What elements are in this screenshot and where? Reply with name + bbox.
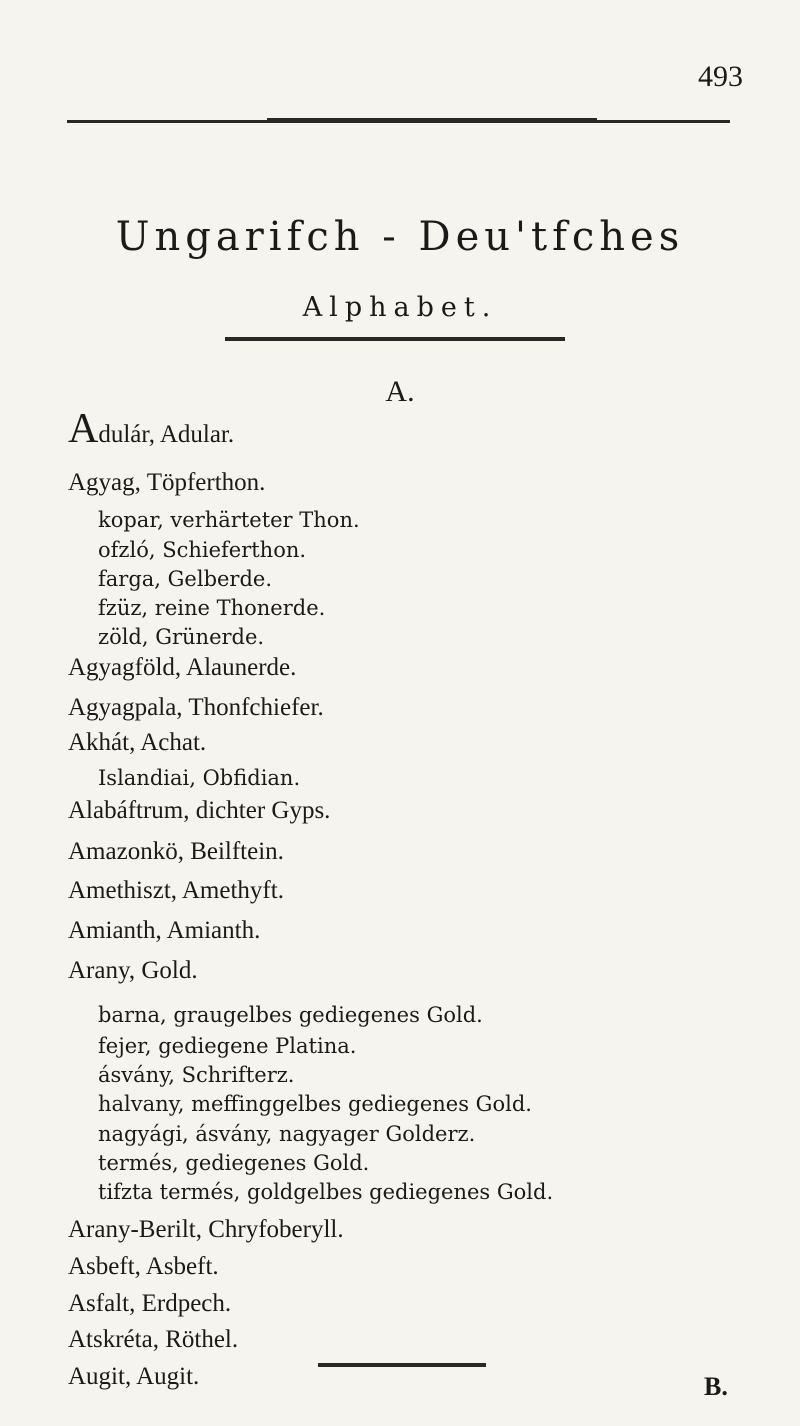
section-heading: A.: [385, 375, 415, 408]
page-title: Ungarifch - Deu'tfches: [115, 214, 685, 260]
entry-sub: fejer, gediegene Platina.: [98, 1034, 357, 1058]
entry-main: Arany-Berilt, Chryfoberyll.: [68, 1216, 344, 1243]
entry-main: Augit, Augit.: [68, 1363, 200, 1390]
catchword: B.: [704, 1372, 728, 1401]
entry-main: Agyagföld, Alaunerde.: [68, 654, 297, 681]
entry-main: [68, 408, 234, 450]
entry-text: dulár, Adular.: [98, 421, 235, 448]
entry-sub: halvany, meffinggelbes gediegenes Gold.: [98, 1092, 532, 1116]
entry-main: Atskréta, Röthel.: [68, 1326, 239, 1353]
entry-sub: termés, gediegenes Gold.: [98, 1151, 370, 1175]
top-rule: [67, 120, 730, 123]
entry-sub: nagyági, ásvány, nagyager Golderz.: [98, 1122, 476, 1146]
bottom-rule: [318, 1363, 486, 1367]
entry-sub: farga, Gelberde.: [98, 567, 273, 591]
entry-sub: zöld, Grünerde.: [98, 625, 265, 649]
entry-main: Asfalt, Erdpech.: [68, 1290, 232, 1317]
entry-main: Alabáftrum, dichter Gyps.: [68, 797, 331, 824]
entry-sub: ásvány, Schrifterz.: [98, 1063, 295, 1087]
entry-main: Akhát, Achat.: [68, 729, 207, 756]
entry-main: Amethiszt, Amethyft.: [68, 877, 284, 904]
drop-cap: A: [68, 406, 99, 452]
entry-sub: kopar, verhärteter Thon.: [98, 508, 360, 532]
entry-sub: ofzló, Schieferthon.: [98, 538, 307, 562]
entry-sub: Islandiai, Obfidian.: [98, 766, 301, 790]
entry-sub: barna, graugelbes gediegenes Gold.: [98, 1003, 483, 1027]
entry-main: Agyag, Töpferthon.: [68, 469, 266, 496]
entry-main: Amazonkö, Beilftein.: [68, 838, 284, 865]
entry-main: Arany, Gold.: [68, 957, 198, 984]
entry-sub: tifzta termés, goldgelbes gediegenes Gold.: [98, 1180, 554, 1204]
entry-main: Asbeft, Asbeft.: [68, 1253, 219, 1280]
page-subtitle: Alphabet.: [302, 292, 498, 323]
title-rule: [225, 337, 565, 341]
entry-sub: fzüz, reine Thonerde.: [98, 596, 326, 620]
entry-main: Agyagpala, Thonfchiefer.: [68, 694, 324, 721]
entry-main: Amianth, Amianth.: [68, 917, 261, 944]
page-number: 493: [698, 60, 743, 93]
